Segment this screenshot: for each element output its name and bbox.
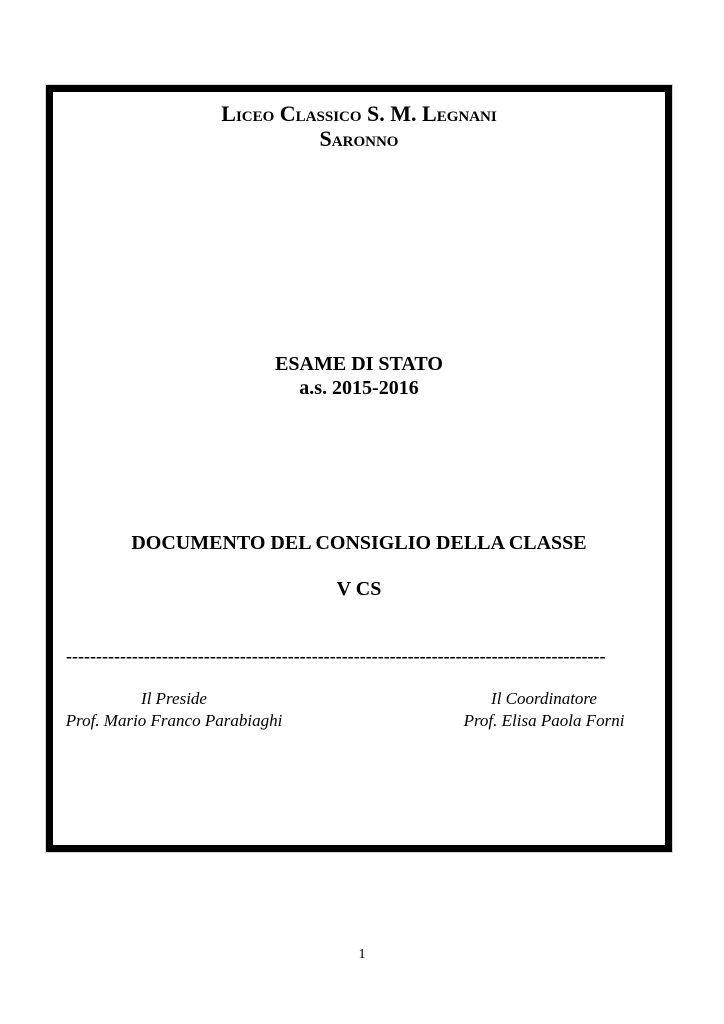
document-title: DOCUMENTO DEL CONSIGLIO DELLA CLASSE [131, 532, 587, 554]
school-name: Liceo Classico S. M. Legnani [221, 101, 497, 126]
exam-header [46, 352, 672, 400]
school-header [46, 101, 672, 151]
signature-role-preside: Il Preside [141, 689, 207, 708]
class-label: V CS [336, 578, 382, 600]
dashed-separator: ------------------------------------------------------------------------------------------ [66, 646, 606, 666]
signature-role-coordinatore: Il Coordinatore [491, 689, 597, 708]
school-city: Saronno [319, 126, 399, 151]
signature-block-coordinatore [428, 688, 660, 732]
signature-name-coordinatore: Prof. Elisa Paola Forni [463, 711, 625, 730]
exam-title: ESAME DI STATO [275, 353, 443, 375]
school-year: a.s. 2015-2016 [299, 377, 419, 399]
title-page-frame [46, 85, 672, 852]
signature-block-preside [58, 688, 290, 732]
signature-name-preside: Prof. Mario Franco Parabiaghi [65, 711, 283, 730]
page-number: 1 [358, 947, 366, 962]
